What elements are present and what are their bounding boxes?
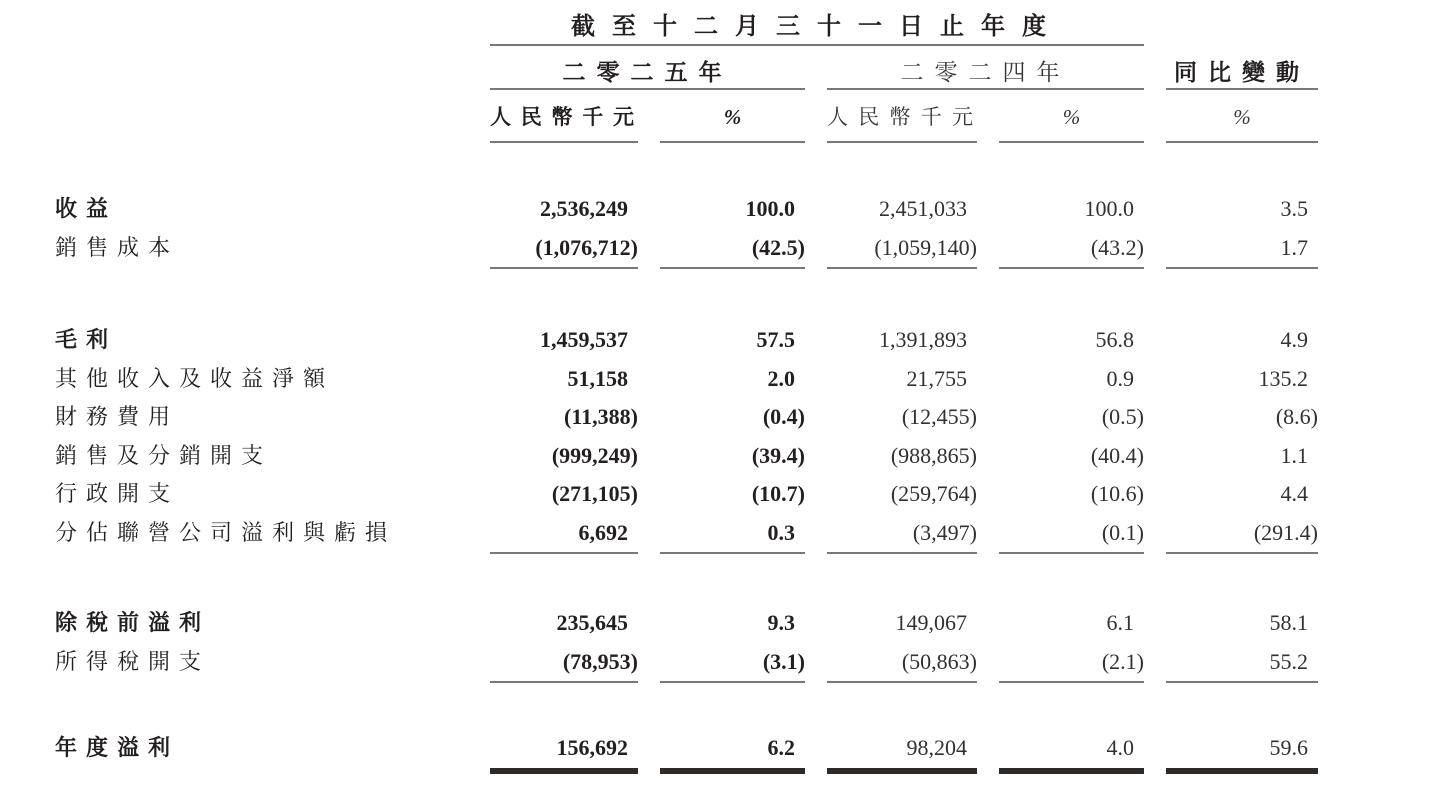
yoy-value: (8.6) [1275,404,1318,429]
table-row-profit-for-year [55,729,1318,774]
income-statement-table [55,6,1318,774]
row-label: 分佔聯營公司溢利與虧損 [55,519,397,545]
value-2024: (3,497) [827,514,977,555]
pct-2025: 2.0 [767,365,795,391]
value-2025: (271,105) [551,481,638,506]
table-row-selling-expenses [55,437,1318,476]
table-row-revenue [55,190,1318,229]
pct-2024: (43.2) [999,229,1144,270]
percent-2024: % [999,90,1144,143]
value-2024: (1,059,140) [827,229,977,270]
value-2024: 149,067 [895,610,967,635]
pct-2025: (42.5) [660,229,805,270]
header-title-row [55,6,1318,46]
pct-2025: 6.2 [660,729,805,774]
value-2024: 1,391,893 [879,327,967,352]
row-label: 除稅前溢利 [55,610,211,635]
table-row-share-of-associates [55,514,1318,555]
yoy-value: 1.7 [1166,229,1318,270]
value-2025: (78,953) [490,643,638,684]
label-column-spacer [55,46,468,90]
percent-2025: % [660,90,805,143]
pct-2024: (2.1) [999,643,1144,684]
table-row-gross-profit [55,321,1318,360]
table-row-profit-before-tax [55,604,1318,643]
header-unit-row [55,90,1318,143]
value-2025: 51,158 [567,365,628,391]
row-label: 收益 [55,196,118,221]
pct-2025: (10.7) [751,481,805,506]
period-title: 截至十二月三十一日止年度 [490,6,1144,46]
pct-2024: (10.6) [1090,481,1144,506]
row-label: 財務費用 [55,404,180,429]
pct-2024: (0.1) [999,514,1144,555]
row-label: 所得稅開支 [55,648,211,674]
pct-2025: 9.3 [767,610,795,635]
value-2025: 1,459,537 [540,327,628,352]
yoy-value: 58.1 [1269,610,1308,635]
year-2025-header: 二零二五年 [490,46,805,90]
table-row-cost-of-sales [55,229,1318,270]
value-2025: (1,076,712) [490,229,638,270]
value-2025: 6,692 [490,514,638,555]
label-column-spacer [55,6,468,46]
row-label: 年度溢利 [55,735,180,760]
table-row-finance-costs [55,398,1318,437]
pct-2025: (3.1) [660,643,805,684]
table-row-income-tax [55,643,1318,684]
label-column-spacer [55,90,468,143]
yoy-value: 4.4 [1280,481,1308,506]
pct-2025: (0.4) [762,404,805,429]
table-row-other-income [55,360,1318,399]
pct-2024: 4.0 [999,729,1144,774]
pct-2024: (40.4) [1090,442,1144,468]
pct-2025: 57.5 [756,327,795,352]
year-2024-header: 二零二四年 [827,46,1144,90]
unit-rmb-2024: 人民幣千元 [827,90,977,143]
pct-2024: (0.5) [1101,404,1144,429]
pct-2024: 6.1 [1106,610,1134,635]
row-label: 毛利 [55,327,118,352]
pct-2025: 0.3 [660,514,805,555]
yoy-value: 59.6 [1166,729,1318,774]
pct-2025: (39.4) [751,442,805,468]
pct-2024: 0.9 [1106,365,1134,391]
yoy-value: 135.2 [1258,365,1308,391]
row-label: 其他收入及收益淨額 [55,365,335,391]
yoy-value: 1.1 [1280,442,1308,468]
row-label: 銷售及分銷開支 [55,442,273,468]
value-2024: 98,204 [827,729,977,774]
value-2024: (259,764) [890,481,977,506]
value-2024: 2,451,033 [879,196,967,221]
yoy-value: 55.2 [1166,643,1318,684]
yoy-change-header: 同比變動 [1166,46,1318,90]
row-label: 行政開支 [55,481,180,506]
value-2024: 21,755 [906,365,967,391]
value-2025: (999,249) [551,442,638,468]
row-label: 銷售成本 [55,234,180,260]
value-2025: 2,536,249 [540,196,628,221]
pct-2024: 56.8 [1095,327,1134,352]
yoy-value: (291.4) [1166,514,1318,555]
value-2024: (12,455) [901,404,977,429]
value-2025: 156,692 [490,729,638,774]
unit-rmb-2025: 人民幣千元 [490,90,638,143]
table-row-admin-expenses [55,475,1318,514]
percent-yoy: % [1166,90,1318,143]
value-2024: (988,865) [890,442,977,468]
table-body [55,190,1318,774]
value-2025: 235,645 [556,610,628,635]
header-year-row [55,46,1318,90]
value-2025: (11,388) [564,404,638,429]
yoy-value: 3.5 [1280,196,1308,221]
yoy-value: 4.9 [1280,327,1308,352]
value-2024: (50,863) [827,643,977,684]
pct-2024: 100.0 [1084,196,1134,221]
pct-2025: 100.0 [745,196,795,221]
